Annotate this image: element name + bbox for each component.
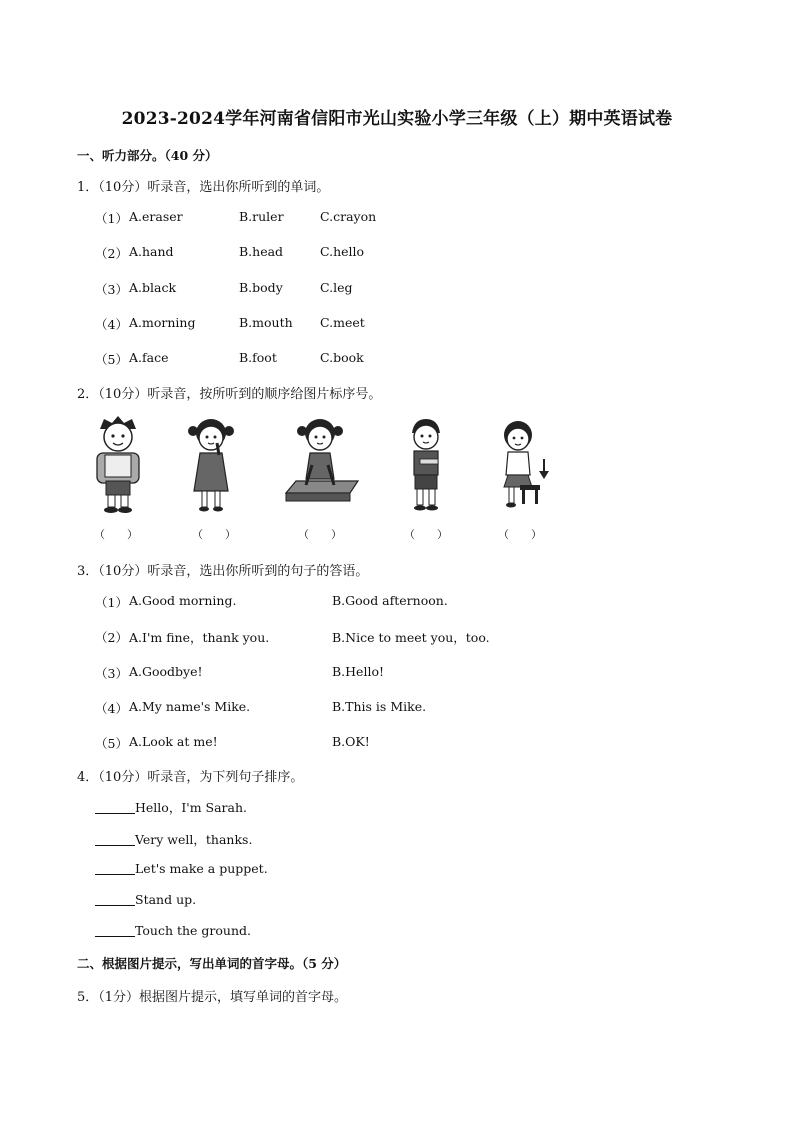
- q1-row-2-option-a: A.hand: [129, 244, 174, 259]
- q1-row-3-option-c: C.leg: [320, 280, 353, 295]
- q4-item-1-text: Hello，I'm Sarah.: [135, 800, 247, 815]
- q4-blank-5[interactable]: [95, 924, 135, 937]
- q3-row-5-number: （5）: [95, 736, 128, 751]
- q1-row-1-number: （1）: [95, 211, 128, 226]
- q3-row-2-option-a: A.I'm fine，thank you.: [129, 630, 270, 645]
- picture-boy-standing: [404, 415, 448, 515]
- q3-row-5-option-b: B.OK!: [332, 734, 370, 749]
- q1-row-4-number: （4）: [95, 317, 128, 332]
- q1-row-3-number: （3）: [95, 282, 128, 297]
- section-2-heading: 二、根据图片提示，写出单词的首字母。（5 分）: [77, 956, 347, 971]
- q2-answer-blank-5[interactable]: （ ）: [498, 528, 542, 541]
- q3-row-5-option-a: A.Look at me!: [129, 734, 218, 749]
- q4-item-3-text: Let's make a puppet.: [135, 861, 268, 876]
- picture-boy-backpack: [92, 415, 144, 515]
- q2-answer-blank-1[interactable]: （ ）: [94, 528, 138, 541]
- q1-row-2-option-c: C.hello: [320, 244, 365, 259]
- q4-item-4: [95, 892, 196, 907]
- q2-answer-blank-4[interactable]: （ ）: [404, 528, 448, 541]
- picture-girl-sit-down: [494, 415, 550, 515]
- q2-answer-blank-3[interactable]: （ ）: [298, 528, 342, 541]
- q1-row-5-option-a: A.face: [129, 350, 169, 365]
- q1-row-4-option-b: B.mouth: [239, 315, 293, 330]
- q1-row-3-option-b: B.body: [239, 280, 283, 295]
- q3-row-1-option-b: B.Good afternoon.: [332, 593, 448, 608]
- q2-stem: 2．（10分）听录音，按所听到的顺序给图片标序号。: [77, 387, 382, 402]
- q1-row-5-option-b: B.foot: [239, 350, 277, 365]
- q3-row-3-option-a: A.Goodbye!: [129, 664, 203, 679]
- q3-row-1-number: （1）: [95, 595, 128, 610]
- q4-blank-4[interactable]: [95, 893, 135, 906]
- picture-girl-touching-ground: [282, 415, 362, 515]
- q3-row-1-option-a: A.Good morning.: [129, 593, 237, 608]
- q1-row-1-option-b: B.ruler: [239, 209, 284, 224]
- q1-row-2-number: （2）: [95, 246, 128, 261]
- q1-stem: 1．（10分）听录音，选出你所听到的单词。: [77, 180, 330, 195]
- q3-row-3-number: （3）: [95, 666, 128, 681]
- q1-row-3-option-a: A.black: [129, 280, 177, 295]
- q3-row-2-option-b: B.Nice to meet you，too.: [332, 630, 490, 645]
- q4-item-5-text: Touch the ground.: [135, 923, 251, 938]
- q1-row-4-option-c: C.meet: [320, 315, 365, 330]
- q4-item-2: [95, 830, 252, 848]
- q1-row-1-option-a: A.eraser: [129, 209, 183, 224]
- q4-item-4-text: Stand up.: [135, 892, 197, 907]
- q3-row-4-number: （4）: [95, 701, 128, 716]
- q4-stem: 4．（10分）听录音，为下列句子排序。: [77, 770, 304, 785]
- q4-blank-1[interactable]: [95, 801, 135, 814]
- q4-blank-2[interactable]: [95, 833, 135, 846]
- q4-item-2-text: Very well，thanks.: [135, 832, 253, 847]
- q3-stem: 3．（10分）听录音，选出你所听到的句子的答语。: [77, 564, 369, 579]
- q1-row-4-option-a: A.morning: [129, 315, 196, 330]
- q1-row-5-number: （5）: [95, 352, 128, 367]
- q1-row-1-option-c: C.crayon: [320, 209, 377, 224]
- q3-row-4-option-a: A.My name's Mike.: [129, 699, 251, 714]
- q4-blank-3[interactable]: [95, 862, 135, 875]
- q4-item-1: [95, 798, 247, 816]
- picture-girl-face: [186, 415, 236, 515]
- q4-item-3: [95, 861, 268, 876]
- section-1-heading: 一、听力部分。（40 分）: [77, 148, 218, 163]
- page-title: 2023-2024学年河南省信阳市光山实验小学三年级（上）期中英语试卷: [121, 109, 673, 129]
- q3-row-4-option-b: B.This is Mike.: [332, 699, 427, 714]
- q2-answer-blank-2[interactable]: （ ）: [192, 528, 236, 541]
- q4-item-5: [95, 923, 251, 938]
- q3-row-3-option-b: B.Hello!: [332, 664, 385, 679]
- q3-row-2-number: （2）: [95, 630, 128, 645]
- q1-row-2-option-b: B.head: [239, 244, 284, 259]
- q5-stem: 5．（1分）根据图片提示，填写单词的首字母。: [77, 990, 348, 1005]
- q1-row-5-option-c: C.book: [320, 350, 364, 365]
